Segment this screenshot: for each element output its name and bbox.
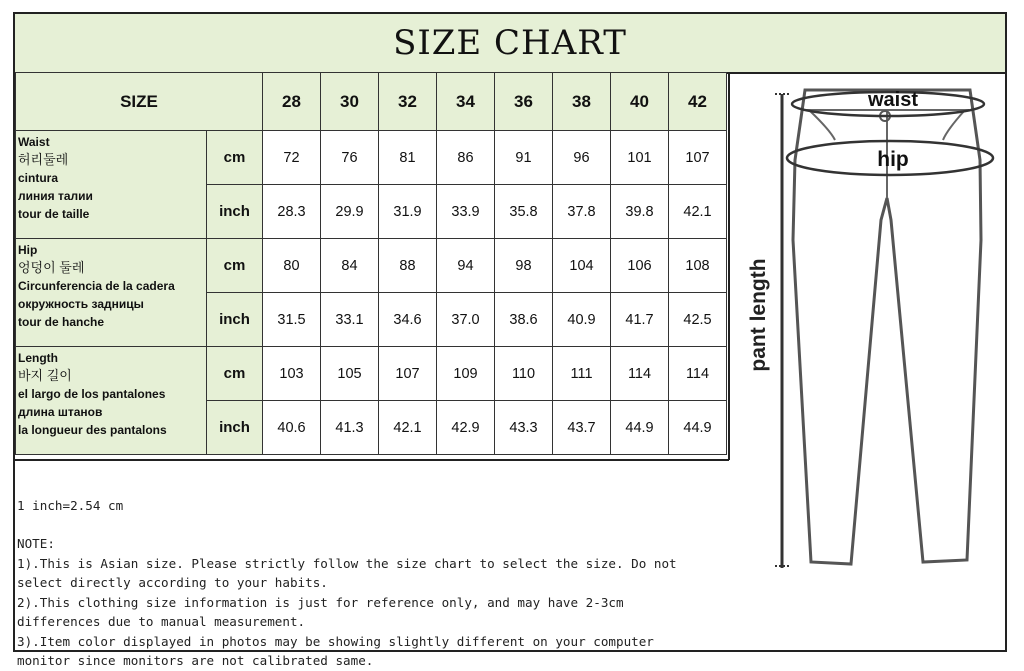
cell-cm: 81 [379,131,437,185]
unit-cm: cm [207,347,263,401]
size-col-header: 36 [495,73,553,131]
cell-inch: 44.9 [669,401,727,455]
cell-cm: 109 [437,347,495,401]
table-right-rule [728,72,730,460]
measure-label-line: линия талии [18,189,93,203]
note-heading: NOTE: [17,536,55,551]
waist-label: waist [867,89,919,111]
cell-inch: 37.8 [553,185,611,239]
cell-inch: 39.8 [611,185,669,239]
cell-inch: 35.8 [495,185,553,239]
cell-cm: 110 [495,347,553,401]
length-label: pant length [747,258,770,372]
cell-inch: 33.1 [321,293,379,347]
cell-cm: 86 [437,131,495,185]
cell-inch: 31.5 [263,293,321,347]
size-col-header: 34 [437,73,495,131]
size-col-header: 42 [669,73,727,131]
note-item: 3).Item color displayed in photos may be showing slightly different on your computer monitor since monitors are not calibrated same. [17,633,654,668]
measure-label-line: длина штанов [18,405,103,419]
hip-label: hip [877,148,909,171]
size-col-header: 38 [553,73,611,131]
cell-inch: 37.0 [437,293,495,347]
measure-label-line: la longueur des pantalons [18,423,167,437]
header-row [16,73,727,131]
measure-label-line: 허리둘레 [18,152,69,167]
measure-label-line: el largo de los pantalones [18,387,166,401]
measure-label-line: tour de taille [18,207,90,221]
measure-row-cm [16,131,727,185]
cell-cm: 91 [495,131,553,185]
unit-cm: cm [207,131,263,185]
cell-cm: 108 [669,239,727,293]
unit-cm: cm [207,239,263,293]
measure-label-line: Circunferencia de la cadera [18,279,175,293]
cell-cm: 96 [553,131,611,185]
title-band [15,14,1005,74]
measure-row-cm [16,347,727,401]
cell-cm: 101 [611,131,669,185]
table-bottom-rule [15,459,729,461]
cell-inch: 41.3 [321,401,379,455]
cell-inch: 28.3 [263,185,321,239]
cell-inch: 42.1 [669,185,727,239]
cell-cm: 107 [669,131,727,185]
measurement-rows [16,131,727,455]
conversion-note: 1 inch=2.54 cm [17,497,124,513]
measure-label [16,239,207,347]
cell-cm: 76 [321,131,379,185]
cell-inch: 40.9 [553,293,611,347]
cell-cm: 105 [321,347,379,401]
measure-row-cm [16,239,727,293]
measure-label-line: 엉덩이 둘레 [18,260,85,275]
measure-label-line: окружность задницы [18,297,144,311]
cell-inch: 43.3 [495,401,553,455]
cell-cm: 80 [263,239,321,293]
cell-cm: 104 [553,239,611,293]
unit-inch: inch [207,185,263,239]
cell-cm: 103 [263,347,321,401]
cell-inch: 33.9 [437,185,495,239]
unit-inch: inch [207,293,263,347]
cell-cm: 106 [611,239,669,293]
cell-inch: 41.7 [611,293,669,347]
measure-label-line: Hip [18,243,38,257]
cell-inch: 42.1 [379,401,437,455]
pants-diagram [735,80,1005,580]
cell-cm: 88 [379,239,437,293]
cell-inch: 44.9 [611,401,669,455]
size-table [15,72,727,455]
measure-label-line: Length [18,351,58,365]
size-header: SIZE [16,73,263,131]
notes-block [17,476,677,671]
cell-cm: 111 [553,347,611,401]
cell-inch: 42.5 [669,293,727,347]
cell-cm: 94 [437,239,495,293]
measure-label [16,347,207,455]
cell-inch: 31.9 [379,185,437,239]
cell-cm: 84 [321,239,379,293]
unit-inch: inch [207,401,263,455]
note-item: 1).This is Asian size. Please strictly follow the size chart to select the size. Do not select directly according to your habits. [17,555,677,590]
measure-label-line: cintura [18,171,59,185]
measure-label-line: 바지 길이 [18,368,72,383]
cell-inch: 43.7 [553,401,611,455]
cell-cm: 98 [495,239,553,293]
note-item: 2).This clothing size information is just for reference only, and may have 2-3cm differences due to manual measurement. [17,594,624,629]
size-col-header: 28 [263,73,321,131]
cell-inch: 42.9 [437,401,495,455]
size-col-header: 30 [321,73,379,131]
measure-label-line: tour de hanche [18,315,105,329]
cell-inch: 34.6 [379,293,437,347]
cell-cm: 114 [669,347,727,401]
cell-cm: 114 [611,347,669,401]
size-col-header: 40 [611,73,669,131]
cell-inch: 29.9 [321,185,379,239]
cell-cm: 107 [379,347,437,401]
measure-label-line: Waist [18,135,50,149]
measure-label [16,131,207,239]
page-title: SIZE CHART [393,23,627,63]
cell-cm: 72 [263,131,321,185]
cell-inch: 40.6 [263,401,321,455]
cell-inch: 38.6 [495,293,553,347]
size-col-header: 32 [379,73,437,131]
